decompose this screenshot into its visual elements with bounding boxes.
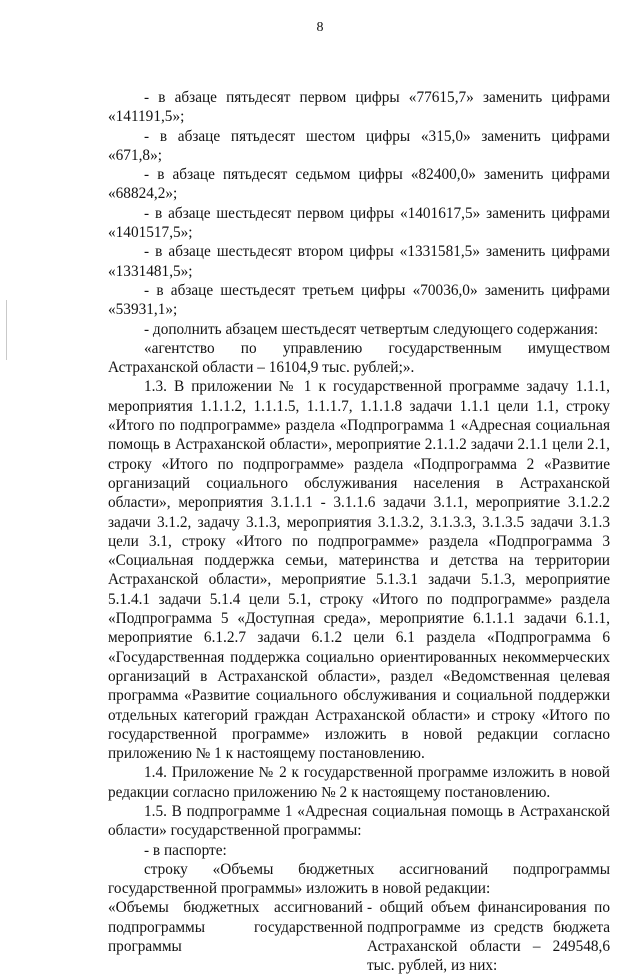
paragraph: - в абзаце шестьдесят втором цифры «1331581,5» заменить цифрами «1331481,5»; — [108, 243, 610, 280]
budget-table-row — [108, 898, 610, 975]
paragraph: - в паспорте: — [144, 841, 227, 859]
paragraph: 1.4. Приложение № 2 к государственной программе изложить в новой редакции согласно приложению № 2 к настоящему постановлению. — [108, 764, 610, 801]
paragraph: строку «Объемы бюджетных ассигнований подпрограммы государственной программы» изложить в новой редакции: — [108, 860, 610, 898]
paragraph: - в абзаце пятьдесят шестом цифры «315,0» заменить цифрами «671,8»; — [108, 127, 610, 164]
paragraph: 1.5. В подпрограмме 1 «Адресная социальная помощь в Астраханской области» государственной программы: — [108, 802, 610, 840]
page-number: 8 — [316, 20, 324, 35]
table-cell-right — [367, 898, 610, 975]
paragraph: «агентство по управлению государственным имуществом Астраханской области – 16104,9 тыс. рублей;». — [108, 339, 610, 377]
document-body — [108, 88, 610, 976]
table-cell-left — [108, 898, 363, 975]
scan-edge-mark — [6, 300, 7, 360]
table-cell-right-text: - общий объем финансирования по подпрограмме из средств бюджета Астраханской области – 249548,6 тыс. рублей, из них: — [367, 899, 610, 975]
table-cell-left-text: «Объемы бюджетных ассигнований подпрограммы государственной программы — [108, 899, 363, 956]
paragraph: - в абзаце пятьдесят первом цифры «77615,7» заменить цифрами «141191,5»; — [108, 89, 610, 126]
paragraph: - дополнить абзацем шестьдесят четвертым следующего содержания: — [144, 320, 599, 338]
paragraph: - в абзаце шестьдесят первом цифры «1401617,5» заменить цифрами «1401517,5»; — [108, 204, 610, 242]
paragraph: - в абзаце шестьдесят третьем цифры «70036,0» заменить цифрами «53931,1»; — [108, 281, 610, 319]
paragraph: 1.3. В приложении № 1 к государственной программе задачу 1.1.1, мероприятия 1.1.1.2, 1.1.1.5, 1.1.1.7, 1.1.1.8 задачи 1.1.1 цели 1.1, строку «Итого по подпрограмме» раздела «Подпрограмма 1 «Адресная социальная помощь в Астраханской области», мероприятие 2.1.1.2 задачи 2.1.1 цели 2.1, строку «Итого по подпрограмме» раздела «Подпрограмма 2 «Развитие организаций социального обслуживания населения в Астраханской области», мероприятия 3.1.1.1 - 3.1.1.6 задачи 3.1.1, мероприятие 3.1.2.2 задачи 3.1.2, задачу 3.1.3, мероприятия 3.1.3.2, 3.1.3.3, 3.1.3.5 задачи 3.1.3 цели 3.1, строку «Итого по подпрограмме» раздела «Подпрограмма 3 «Социальная поддержка семьи, материнства и детства на территории Астраханской области», мероприятие 5.1.3.1 задачи 5.1.3, мероприятие 5.1.4.1 задачи 5.1.4 цели 5.1, строку «Итого по подпрограмме» раздела «Подпрограмма 5 «Доступная среда», мероприятие 6.1.1.1 задачи 6.1.1, мероприятие 6.1.2.7 задачи 6.1.2 цели 6.1 раздела «Подпрограмма 6 «Государственная поддержка социально ориентированных некоммерческих организаций в Астраханской области», раздел «Ведомственная целевая программа «Развитие социального обслуживания и социальной поддержки отдельных категорий граждан Астраханской области» и строку «Итого по государственной программе» изложить в новой редакции согласно приложению № 1 к настоящему постановлению. — [108, 378, 610, 763]
paragraph: - в абзаце пятьдесят седьмом цифры «82400,0» заменить цифрами «68824,2»; — [108, 166, 610, 203]
